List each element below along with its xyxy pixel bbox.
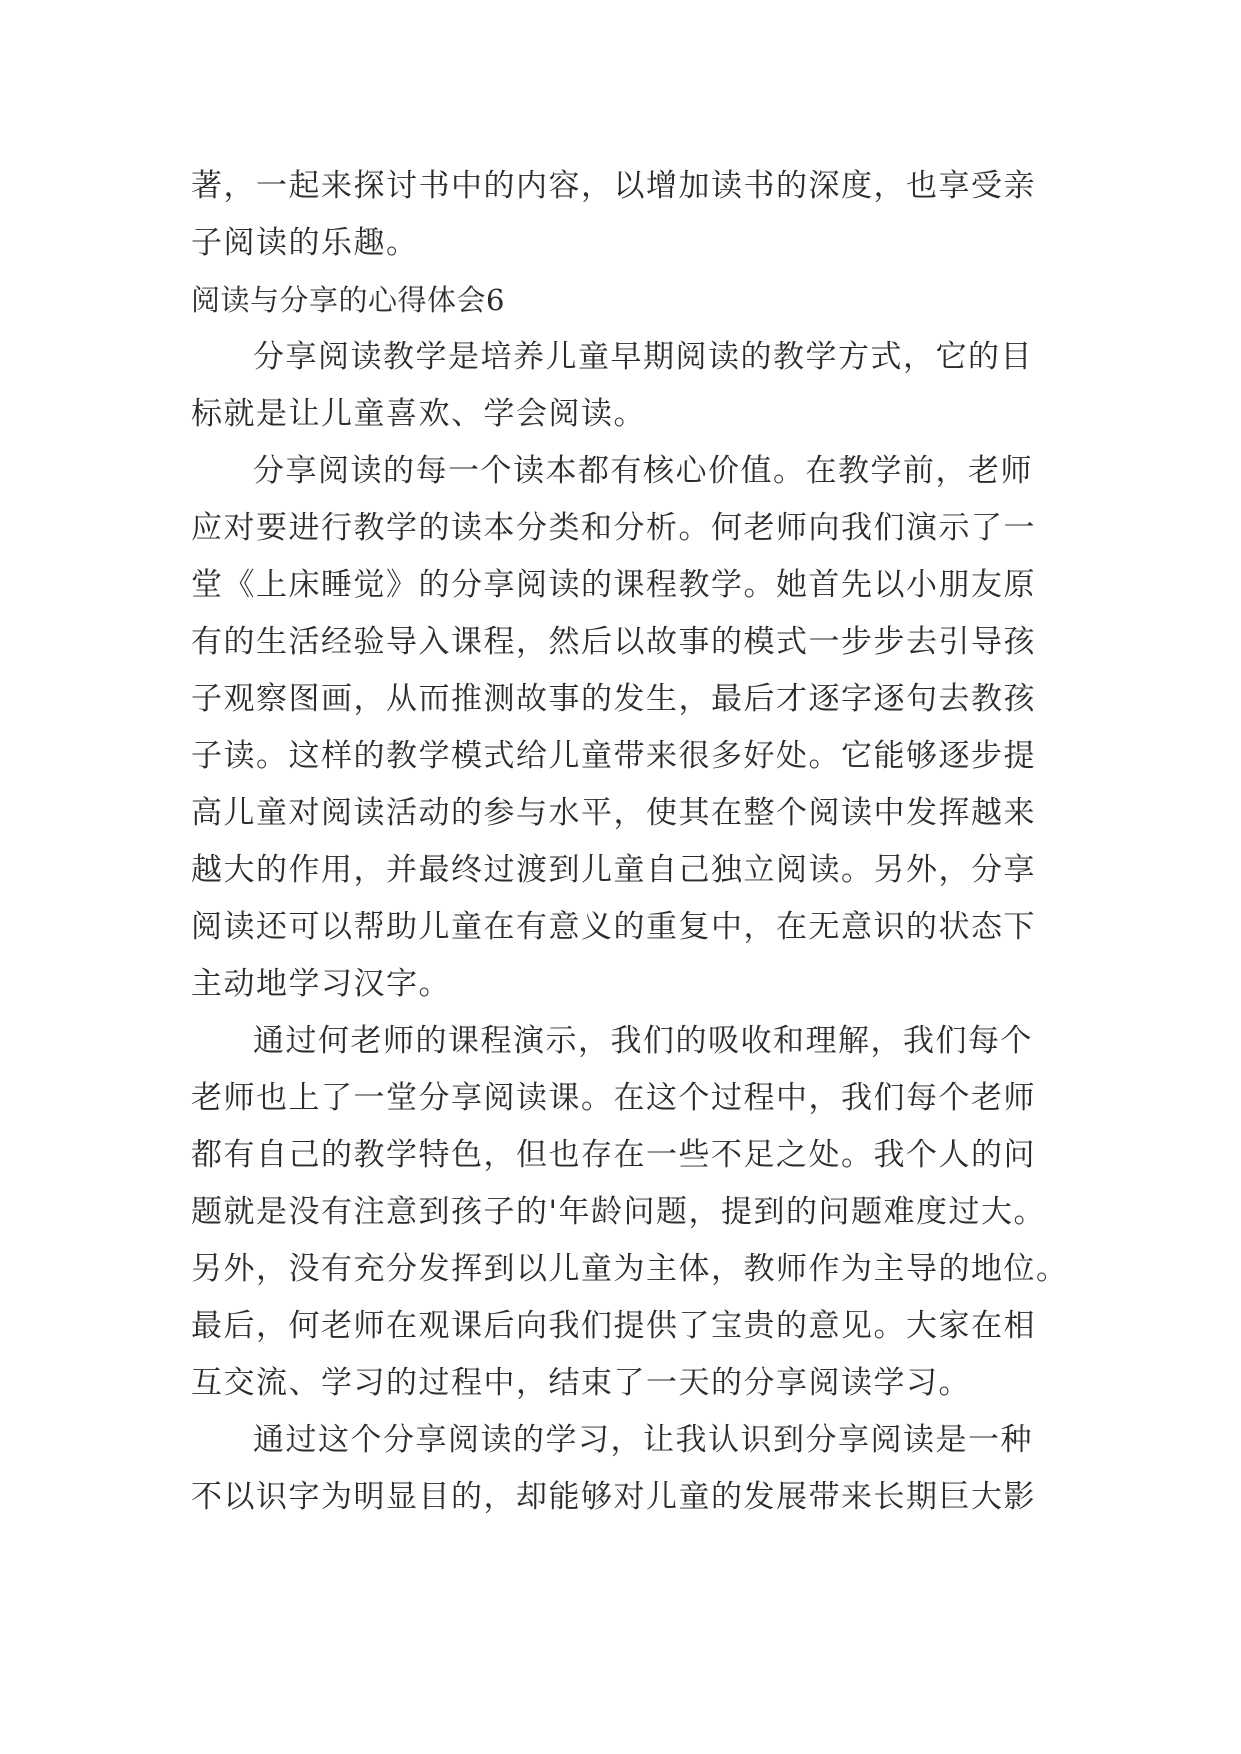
text-line: 高儿童对阅读活动的参与水平，使其在整个阅读中发挥越来 [191,795,1036,831]
text-line: 题就是没有注意到孩子的'年龄问题，提到的问题难度过大。 [191,1194,1047,1230]
text-line: 老师也上了一堂分享阅读课。在这个过程中，我们每个老师 [191,1080,1036,1116]
text-line: 另外，没有充分发挥到以儿童为主体，教师作为主导的地位。 [191,1251,1069,1287]
text-line: 有的生活经验导入课程，然后以故事的模式一步步去引导孩 [191,624,1036,660]
text-line: 阅读还可以帮助儿童在有意义的重复中，在无意识的状态下 [191,909,1036,945]
paragraph-start-line: 分享阅读教学是培养儿童早期阅读的教学方式，它的目 [253,339,1033,375]
section-heading: 阅读与分享的心得体会6 [191,283,505,317]
paragraph-start-line: 通过这个分享阅读的学习，让我认识到分享阅读是一种 [253,1422,1033,1458]
text-line: 著，一起来探讨书中的内容，以增加读书的深度，也享受亲 [191,168,1036,204]
text-line: 主动地学习汉字。 [191,966,451,1002]
text-line: 子观察图画，从而推测故事的发生，最后才逐字逐句去教孩 [191,681,1036,717]
text-line: 子读。这样的教学模式给儿童带来很多好处。它能够逐步提 [191,738,1036,774]
text-line: 堂《上床睡觉》的分享阅读的课程教学。她首先以小朋友原 [191,567,1036,603]
text-line: 不以识字为明显目的，却能够对儿童的发展带来长期巨大影 [191,1479,1036,1515]
text-line: 应对要进行教学的读本分类和分析。何老师向我们演示了一 [191,510,1036,546]
paragraph-start-line: 通过何老师的课程演示，我们的吸收和理解，我们每个 [253,1023,1033,1059]
text-line: 都有自己的教学特色，但也存在一些不足之处。我个人的问 [191,1137,1036,1173]
text-line: 子阅读的乐趣。 [191,225,419,261]
text-line: 互交流、学习的过程中，结束了一天的分享阅读学习。 [191,1365,971,1401]
document-body [191,158,1069,1526]
text-line: 最后，何老师在观课后向我们提供了宝贵的意见。大家在相 [191,1308,1036,1344]
text-line: 越大的作用，并最终过渡到儿童自己独立阅读。另外，分享 [191,852,1036,888]
text-line: 标就是让儿童喜欢、学会阅读。 [191,396,646,432]
paragraph-start-line: 分享阅读的每一个读本都有核心价值。在教学前，老师 [253,453,1033,489]
